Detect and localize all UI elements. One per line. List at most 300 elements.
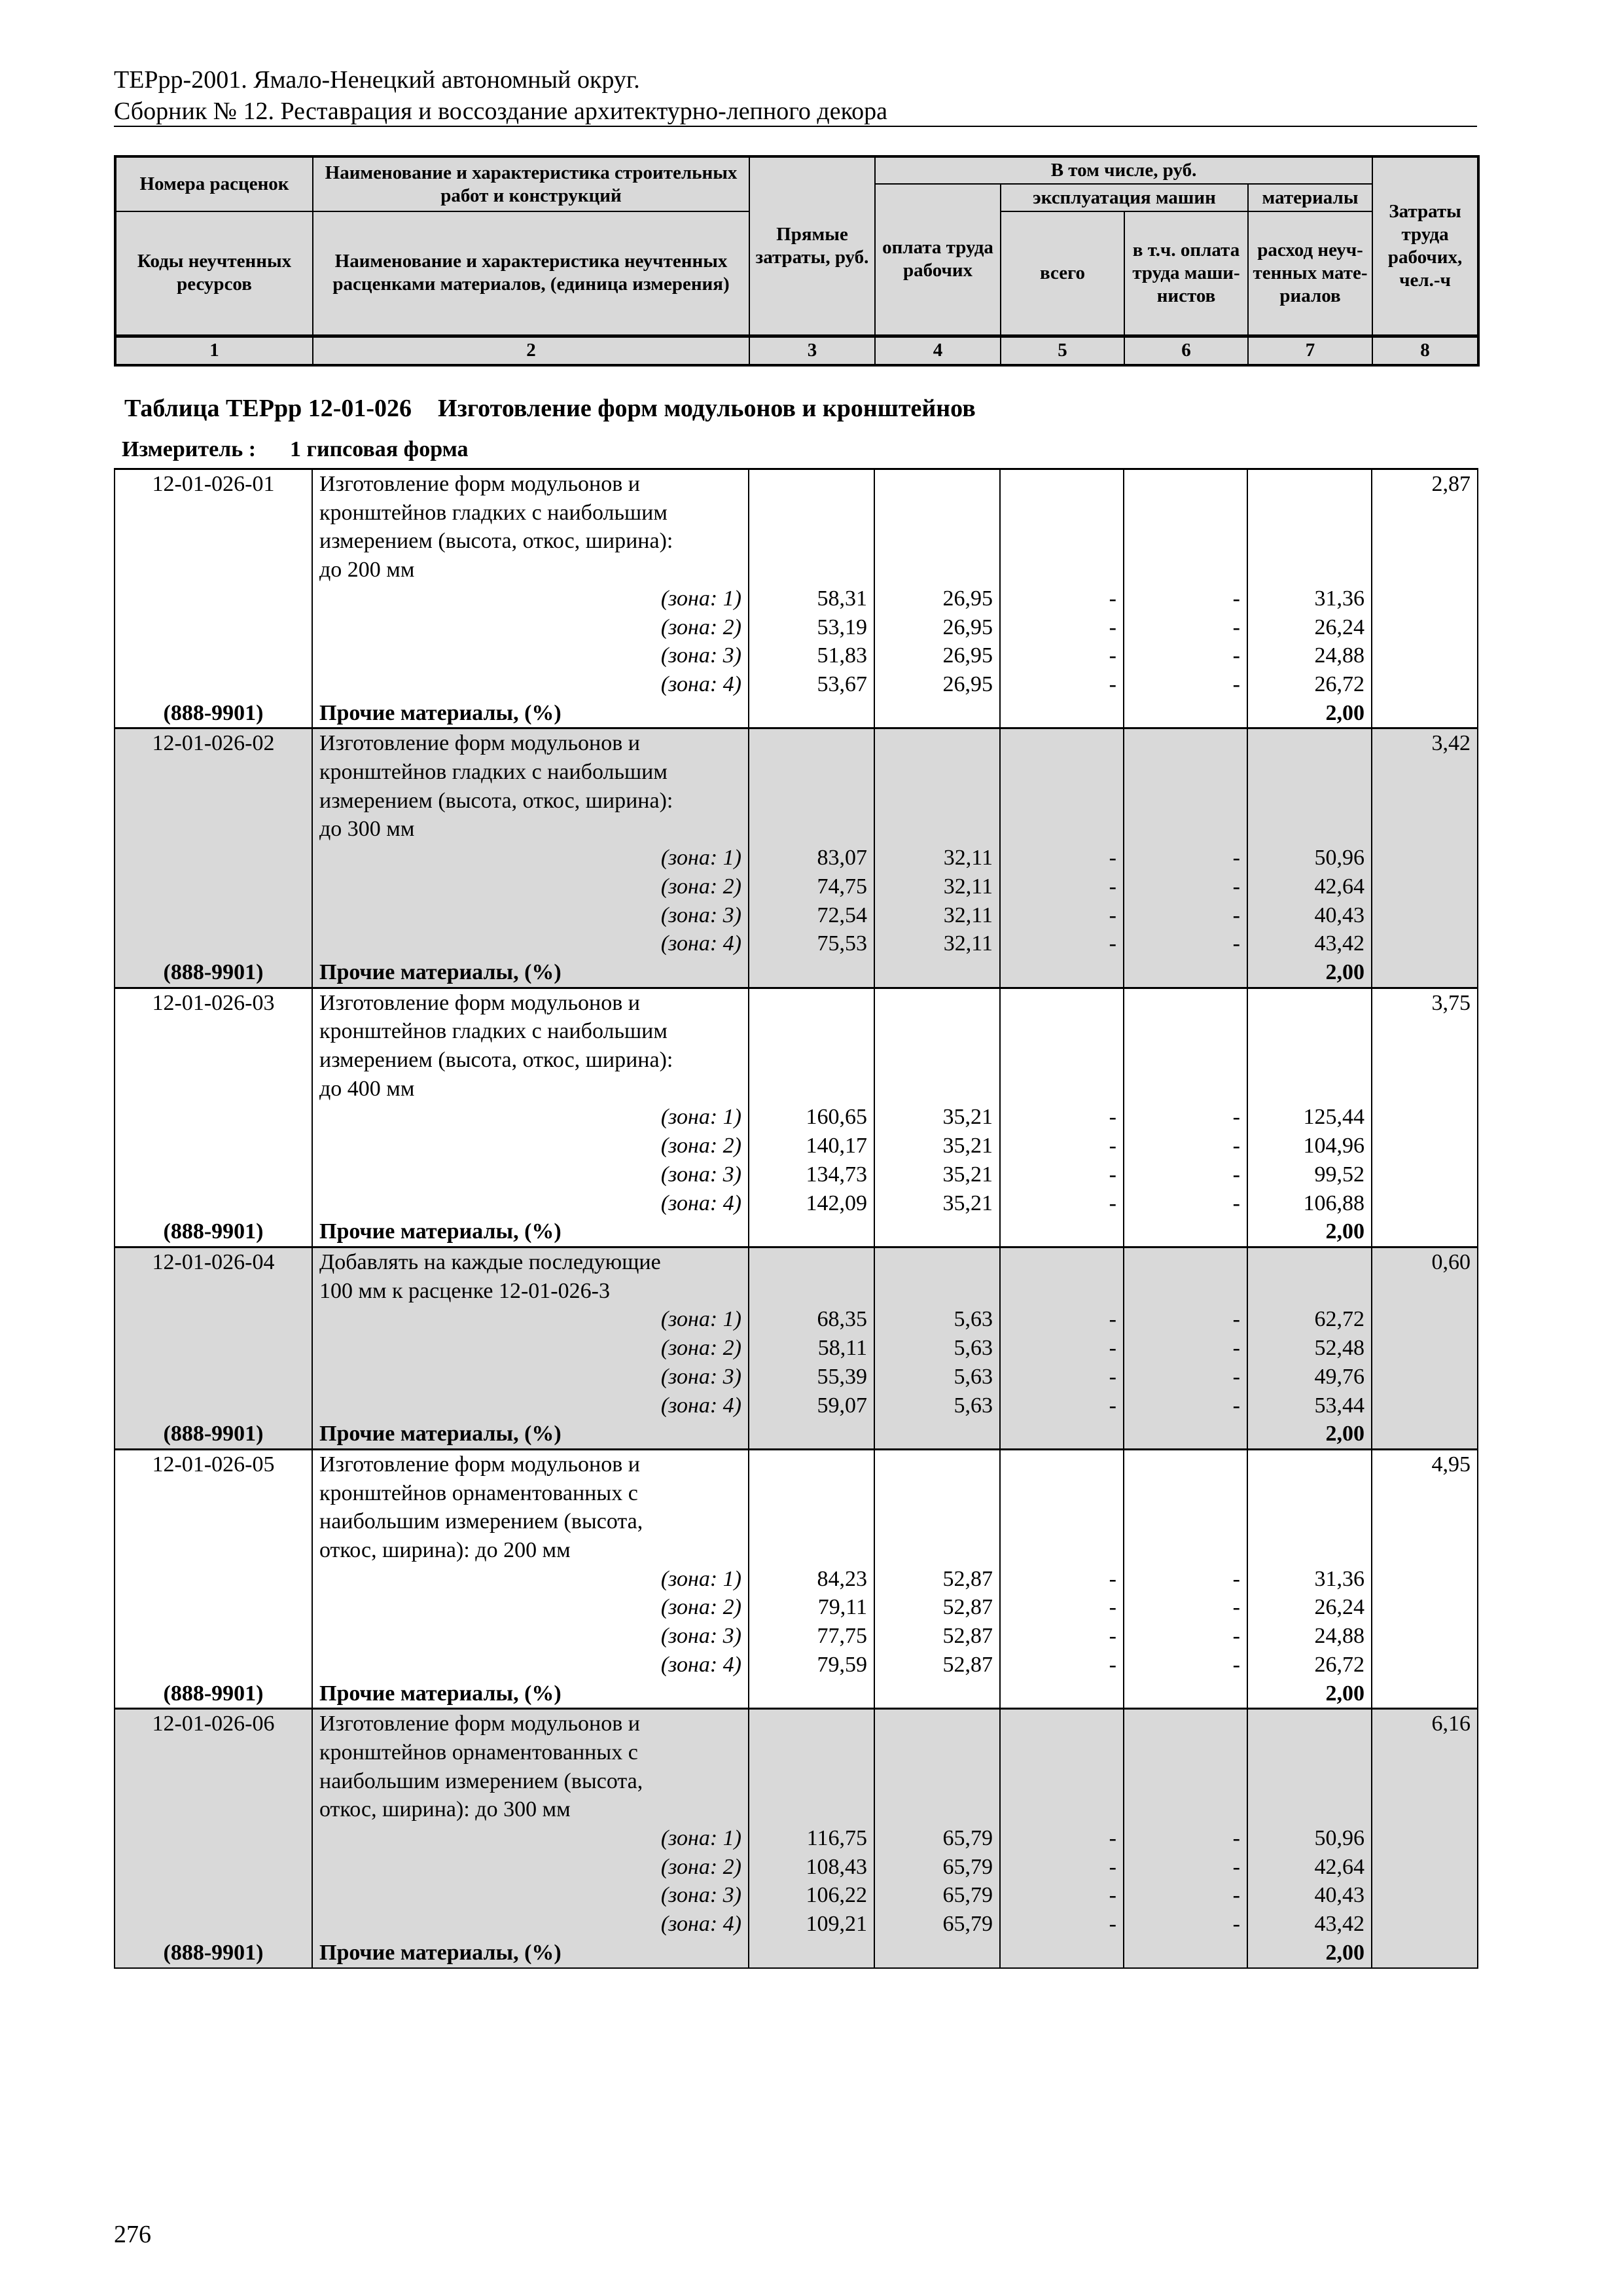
empty-cell (115, 844, 312, 872)
column-number: 1 (115, 336, 313, 365)
empty-cell (1372, 1565, 1478, 1594)
table-row (115, 1479, 1478, 1508)
column-number: 7 (1248, 336, 1372, 365)
machinist-wages: - (1124, 1651, 1247, 1679)
column-number: 4 (875, 336, 1001, 365)
empty-cell (1124, 1939, 1247, 1968)
empty-cell (874, 1507, 1000, 1536)
table-row (115, 1075, 1478, 1103)
other-materials-label: Прочие материалы, (%) (312, 958, 749, 988)
empty-cell (1372, 1103, 1478, 1132)
empty-cell (1372, 1651, 1478, 1679)
empty-cell (874, 958, 1000, 988)
empty-cell (1247, 1536, 1372, 1565)
empty-cell (1247, 1046, 1372, 1075)
header-rate-numbers: Номера расценок (115, 156, 313, 211)
other-materials-row (115, 1939, 1478, 1968)
other-materials-label: Прочие материалы, (%) (312, 1679, 749, 1709)
empty-cell (749, 1449, 874, 1479)
zone-row (115, 1881, 1478, 1910)
work-description: Изготовление форм модульонов и (312, 988, 749, 1017)
other-materials-percent: 2,00 (1247, 699, 1372, 728)
direct-costs: 140,17 (749, 1132, 874, 1160)
empty-cell (1372, 584, 1478, 613)
empty-cell (115, 1565, 312, 1594)
table-row (115, 1247, 1478, 1276)
machines-total: - (1000, 1160, 1124, 1189)
empty-cell (1372, 499, 1478, 528)
empty-cell (1124, 469, 1247, 499)
empty-cell (749, 1738, 874, 1767)
machines-total: - (1000, 1103, 1124, 1132)
empty-cell (115, 1103, 312, 1132)
empty-cell (1000, 728, 1124, 758)
direct-costs: 134,73 (749, 1160, 874, 1189)
empty-cell (115, 1738, 312, 1767)
zone-row (115, 1363, 1478, 1391)
empty-cell (1124, 787, 1247, 816)
empty-cell (1000, 1046, 1124, 1075)
empty-cell (749, 1046, 874, 1075)
other-materials-percent: 2,00 (1247, 1939, 1372, 1968)
empty-cell (1372, 758, 1478, 787)
empty-cell (874, 1536, 1000, 1565)
empty-cell (1000, 1795, 1124, 1824)
empty-cell (1372, 958, 1478, 988)
empty-cell (1247, 728, 1372, 758)
empty-cell (1372, 901, 1478, 930)
machines-total: - (1000, 1824, 1124, 1853)
empty-cell (1124, 758, 1247, 787)
direct-costs: 72,54 (749, 901, 874, 930)
empty-cell (1124, 556, 1247, 584)
empty-cell (1247, 1795, 1372, 1824)
empty-cell (1372, 641, 1478, 670)
worker-wages: 26,95 (874, 613, 1000, 642)
empty-cell (1372, 1277, 1478, 1306)
work-description: откос, ширина): до 300 мм (312, 1795, 749, 1824)
empty-cell (749, 1679, 874, 1709)
empty-cell (115, 1189, 312, 1218)
empty-cell (1124, 699, 1247, 728)
table-row (115, 815, 1478, 844)
header-materials: материалы (1248, 184, 1372, 211)
empty-cell (1247, 1247, 1372, 1276)
empty-cell (749, 499, 874, 528)
labor-hours: 2,87 (1372, 469, 1478, 499)
worker-wages: 32,11 (874, 844, 1000, 872)
empty-cell (1372, 1479, 1478, 1508)
machinist-wages: - (1124, 1103, 1247, 1132)
empty-cell (1124, 988, 1247, 1017)
empty-cell (1372, 670, 1478, 699)
empty-cell (1372, 1305, 1478, 1334)
empty-cell (1247, 1017, 1372, 1046)
empty-cell (115, 1046, 312, 1075)
empty-cell (115, 1305, 312, 1334)
zone-row (115, 1824, 1478, 1853)
empty-cell (749, 1075, 874, 1103)
empty-cell (1247, 1709, 1372, 1738)
rate-entry (115, 988, 1478, 1247)
empty-cell (1372, 1622, 1478, 1651)
empty-cell (1000, 1277, 1124, 1306)
empty-cell (1372, 1853, 1478, 1882)
zone-row (115, 1160, 1478, 1189)
machines-total: - (1000, 1363, 1124, 1391)
table-row (115, 527, 1478, 556)
materials-cost: 40,43 (1247, 901, 1372, 930)
empty-cell (1000, 1420, 1124, 1449)
empty-cell (749, 556, 874, 584)
empty-cell (1372, 1593, 1478, 1622)
zone-label: (зона: 4) (312, 1189, 749, 1218)
empty-cell (1372, 1824, 1478, 1853)
header-including: В том числе, руб. (875, 156, 1372, 184)
zone-label: (зона: 2) (312, 613, 749, 642)
empty-cell (1247, 1075, 1372, 1103)
rate-code: 12-01-026-01 (115, 469, 312, 499)
rate-code: 12-01-026-04 (115, 1247, 312, 1276)
zone-row (115, 584, 1478, 613)
empty-cell (749, 815, 874, 844)
rate-entry (115, 1449, 1478, 1708)
direct-costs: 77,75 (749, 1622, 874, 1651)
empty-cell (115, 1017, 312, 1046)
empty-cell (115, 1910, 312, 1939)
worker-wages: 52,87 (874, 1593, 1000, 1622)
zone-label: (зона: 4) (312, 1910, 749, 1939)
zone-label: (зона: 4) (312, 929, 749, 958)
empty-cell (1000, 988, 1124, 1017)
machinist-wages: - (1124, 1910, 1247, 1939)
materials-cost: 42,64 (1247, 872, 1372, 901)
worker-wages: 26,95 (874, 641, 1000, 670)
other-materials-label: Прочие материалы, (%) (312, 1217, 749, 1247)
materials-cost: 50,96 (1247, 844, 1372, 872)
empty-cell (749, 1217, 874, 1247)
empty-cell (1000, 527, 1124, 556)
empty-cell (874, 499, 1000, 528)
document-header-line-1: ТЕРрр-2001. Ямало-Ненецкий автономный округ. (114, 66, 640, 94)
rates-table (114, 468, 1478, 1969)
empty-cell (1124, 815, 1247, 844)
machinist-wages: - (1124, 584, 1247, 613)
zone-label: (зона: 2) (312, 1593, 749, 1622)
rate-entry (115, 728, 1478, 988)
empty-cell (115, 1651, 312, 1679)
empty-cell (1124, 1709, 1247, 1738)
empty-cell (1247, 556, 1372, 584)
materials-cost: 104,96 (1247, 1132, 1372, 1160)
work-description: до 400 мм (312, 1075, 749, 1103)
empty-cell (874, 1247, 1000, 1276)
empty-cell (1247, 1277, 1372, 1306)
materials-cost: 43,42 (1247, 1910, 1372, 1939)
rate-code: 12-01-026-03 (115, 988, 312, 1017)
empty-cell (1000, 1536, 1124, 1565)
zone-label: (зона: 2) (312, 872, 749, 901)
empty-cell (1124, 958, 1247, 988)
empty-cell (1372, 1738, 1478, 1767)
table-name: Изготовление форм модульонов и кронштейнов (438, 395, 976, 422)
empty-cell (115, 641, 312, 670)
empty-cell (749, 758, 874, 787)
zone-label: (зона: 4) (312, 1651, 749, 1679)
header-work-name: Наименование и характеристика строительных работ и конструкций (313, 156, 749, 211)
empty-cell (115, 527, 312, 556)
empty-cell (874, 1738, 1000, 1767)
machines-total: - (1000, 844, 1124, 872)
worker-wages: 35,21 (874, 1189, 1000, 1218)
empty-cell (115, 1795, 312, 1824)
empty-cell (115, 1622, 312, 1651)
empty-cell (115, 1334, 312, 1363)
empty-cell (749, 787, 874, 816)
table-row (115, 1738, 1478, 1767)
worker-wages: 65,79 (874, 1853, 1000, 1882)
zone-row (115, 844, 1478, 872)
table-row (115, 1795, 1478, 1824)
empty-cell (1000, 1075, 1124, 1103)
zone-row (115, 1391, 1478, 1420)
column-number: 5 (1001, 336, 1124, 365)
empty-cell (874, 1767, 1000, 1796)
machines-total: - (1000, 670, 1124, 699)
empty-cell (1000, 1217, 1124, 1247)
empty-cell (749, 527, 874, 556)
worker-wages: 26,95 (874, 584, 1000, 613)
labor-hours: 6,16 (1372, 1709, 1478, 1738)
empty-cell (1372, 1075, 1478, 1103)
empty-cell (115, 1824, 312, 1853)
empty-cell (1124, 1795, 1247, 1824)
empty-cell (749, 1536, 874, 1565)
work-description: измерением (высота, откос, ширина): (312, 787, 749, 816)
empty-cell (1372, 1046, 1478, 1075)
materials-cost: 49,76 (1247, 1363, 1372, 1391)
empty-cell (1124, 1075, 1247, 1103)
table-row (115, 1449, 1478, 1479)
column-number: 3 (749, 336, 875, 365)
empty-cell (1124, 499, 1247, 528)
empty-cell (749, 1247, 874, 1276)
worker-wages: 5,63 (874, 1305, 1000, 1334)
empty-cell (1372, 1939, 1478, 1968)
header-labor-costs: Затраты труда рабочих, чел.-ч (1372, 156, 1478, 336)
rate-code: 12-01-026-06 (115, 1709, 312, 1738)
zone-row (115, 613, 1478, 642)
machinist-wages: - (1124, 1305, 1247, 1334)
zone-label: (зона: 2) (312, 1853, 749, 1882)
empty-cell (1000, 1709, 1124, 1738)
zone-row (115, 1132, 1478, 1160)
empty-cell (1124, 1217, 1247, 1247)
empty-cell (1247, 1738, 1372, 1767)
empty-cell (115, 1881, 312, 1910)
column-number: 8 (1372, 336, 1478, 365)
empty-cell (874, 469, 1000, 499)
work-description: Добавлять на каждые последующие (312, 1247, 749, 1276)
empty-cell (1247, 815, 1372, 844)
empty-cell (1247, 1507, 1372, 1536)
table-row (115, 1767, 1478, 1796)
measure-unit (122, 437, 503, 462)
direct-costs: 68,35 (749, 1305, 874, 1334)
machines-total: - (1000, 584, 1124, 613)
other-materials-percent: 2,00 (1247, 958, 1372, 988)
measure-label: Измеритель : (122, 437, 257, 461)
zone-row (115, 641, 1478, 670)
machines-total: - (1000, 1593, 1124, 1622)
empty-cell (1247, 758, 1372, 787)
empty-cell (749, 1420, 874, 1449)
direct-costs: 109,21 (749, 1910, 874, 1939)
empty-cell (115, 613, 312, 642)
table-row (115, 988, 1478, 1017)
zone-row (115, 1305, 1478, 1334)
empty-cell (1124, 1247, 1247, 1276)
empty-cell (1372, 699, 1478, 728)
zone-row (115, 1622, 1478, 1651)
empty-cell (1000, 1767, 1124, 1796)
empty-cell (1372, 844, 1478, 872)
direct-costs: 74,75 (749, 872, 874, 901)
work-description: наибольшим измерением (высота, (312, 1507, 749, 1536)
other-materials-label: Прочие материалы, (%) (312, 1420, 749, 1449)
worker-wages: 52,87 (874, 1651, 1000, 1679)
empty-cell (1000, 699, 1124, 728)
work-description: до 300 мм (312, 815, 749, 844)
empty-cell (1124, 1536, 1247, 1565)
materials-cost: 26,24 (1247, 613, 1372, 642)
machinist-wages: - (1124, 1565, 1247, 1594)
empty-cell (1372, 929, 1478, 958)
zone-label: (зона: 4) (312, 670, 749, 699)
direct-costs: 116,75 (749, 1824, 874, 1853)
empty-cell (749, 1479, 874, 1508)
header-machinist-wages: в т.ч. оплата труда маши-нистов (1124, 211, 1248, 336)
empty-cell (874, 527, 1000, 556)
empty-cell (1000, 1939, 1124, 1968)
direct-costs: 79,59 (749, 1651, 874, 1679)
empty-cell (1372, 1334, 1478, 1363)
work-description: откос, ширина): до 200 мм (312, 1536, 749, 1565)
empty-cell (1124, 527, 1247, 556)
empty-cell (1247, 469, 1372, 499)
empty-cell (749, 1017, 874, 1046)
zone-row (115, 1103, 1478, 1132)
header-machines: эксплуатация машин (1001, 184, 1248, 211)
work-description: кронштейнов гладких с наибольшим (312, 1017, 749, 1046)
empty-cell (115, 1363, 312, 1391)
resource-code: (888-9901) (115, 1420, 312, 1449)
empty-cell (1372, 1679, 1478, 1709)
empty-cell (749, 1507, 874, 1536)
zone-row (115, 1910, 1478, 1939)
worker-wages: 35,21 (874, 1160, 1000, 1189)
zone-label: (зона: 3) (312, 1881, 749, 1910)
direct-costs: 108,43 (749, 1853, 874, 1882)
machinist-wages: - (1124, 929, 1247, 958)
zone-row (115, 670, 1478, 699)
empty-cell (1372, 556, 1478, 584)
empty-cell (1000, 1738, 1124, 1767)
empty-cell (749, 1939, 874, 1968)
other-materials-percent: 2,00 (1247, 1679, 1372, 1709)
materials-cost: 24,88 (1247, 641, 1372, 670)
machines-total: - (1000, 1853, 1124, 1882)
empty-cell (1372, 872, 1478, 901)
empty-cell (1372, 1160, 1478, 1189)
machinist-wages: - (1124, 613, 1247, 642)
work-description: кронштейнов орнаментованных с (312, 1479, 749, 1508)
zone-label: (зона: 1) (312, 1824, 749, 1853)
empty-cell (749, 728, 874, 758)
labor-hours: 3,42 (1372, 728, 1478, 758)
zone-label: (зона: 3) (312, 641, 749, 670)
direct-costs: 55,39 (749, 1363, 874, 1391)
worker-wages: 5,63 (874, 1391, 1000, 1420)
empty-cell (115, 1507, 312, 1536)
empty-cell (1124, 728, 1247, 758)
zone-row (115, 1651, 1478, 1679)
empty-cell (874, 728, 1000, 758)
machinist-wages: - (1124, 1363, 1247, 1391)
resource-code: (888-9901) (115, 699, 312, 728)
materials-cost: 26,72 (1247, 670, 1372, 699)
materials-cost: 31,36 (1247, 584, 1372, 613)
empty-cell (1247, 787, 1372, 816)
empty-cell (1372, 1217, 1478, 1247)
empty-cell (1247, 527, 1372, 556)
zone-label: (зона: 4) (312, 1391, 749, 1420)
empty-cell (1000, 1449, 1124, 1479)
empty-cell (1247, 1767, 1372, 1796)
direct-costs: 58,11 (749, 1334, 874, 1363)
materials-cost: 99,52 (1247, 1160, 1372, 1189)
empty-cell (115, 1391, 312, 1420)
empty-cell (115, 556, 312, 584)
document-header-line-2: Сборник № 12. Реставрация и воссоздание архитектурно-лепного декора (114, 98, 887, 125)
empty-cell (874, 1075, 1000, 1103)
empty-cell (1124, 1277, 1247, 1306)
worker-wages: 35,21 (874, 1132, 1000, 1160)
empty-cell (874, 1420, 1000, 1449)
empty-cell (1000, 758, 1124, 787)
materials-cost: 62,72 (1247, 1305, 1372, 1334)
empty-cell (1372, 527, 1478, 556)
empty-cell (1000, 556, 1124, 584)
empty-cell (115, 787, 312, 816)
materials-cost: 43,42 (1247, 929, 1372, 958)
work-description: кронштейнов гладких с наибольшим (312, 758, 749, 787)
empty-cell (115, 1479, 312, 1508)
machines-total: - (1000, 613, 1124, 642)
work-description: Изготовление форм модульонов и (312, 469, 749, 499)
empty-cell (1124, 1767, 1247, 1796)
rate-entry (115, 1709, 1478, 1968)
measure-value: 1 гипсовая форма (290, 437, 469, 461)
empty-cell (1247, 1479, 1372, 1508)
direct-costs: 58,31 (749, 584, 874, 613)
empty-cell (1372, 787, 1478, 816)
empty-cell (1124, 1420, 1247, 1449)
direct-costs: 53,19 (749, 613, 874, 642)
empty-cell (115, 1767, 312, 1796)
materials-cost: 53,44 (1247, 1391, 1372, 1420)
empty-cell (874, 815, 1000, 844)
